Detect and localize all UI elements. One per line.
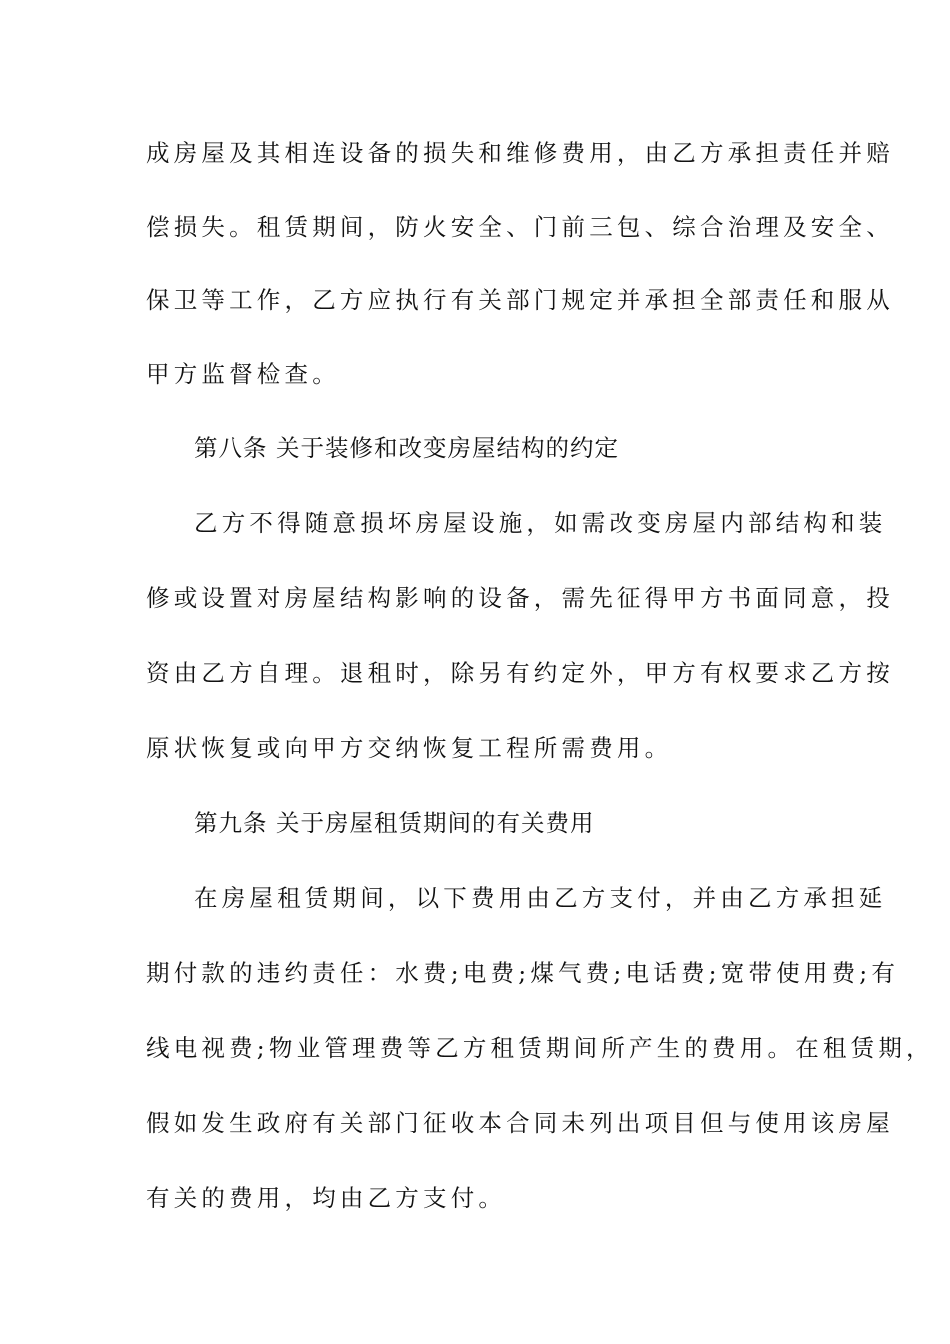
paragraph-line: 甲方监督检查。: [146, 360, 340, 388]
paragraph-line: 资由乙方自理。退租时，除另有约定外，甲方有权要求乙方按: [146, 659, 894, 687]
paragraph-line: 有关的费用，均由乙方支付。: [146, 1184, 507, 1212]
paragraph-line: 期付款的违约责任：水费;电费;煤气费;电话费;宽带使用费;有: [146, 959, 900, 987]
section-heading-article-9: 第九条 关于房屋租赁期间的有关费用: [194, 809, 595, 837]
paragraph-line: 线电视费;物业管理费等乙方租赁期间所产生的费用。在租赁期，: [146, 1034, 934, 1062]
paragraph-line: 修或设置对房屋结构影响的设备，需先征得甲方书面同意，投: [146, 584, 894, 612]
paragraph-line: 乙方不得随意损坏房屋设施，如需改变房屋内部结构和装: [194, 509, 887, 537]
paragraph-line: 在房屋租赁期间，以下费用由乙方支付，并由乙方承担延: [194, 884, 887, 912]
paragraph-line: 假如发生政府有关部门征收本合同未列出项目但与使用该房屋: [146, 1109, 894, 1137]
paragraph-line: 原状恢复或向甲方交纳恢复工程所需费用。: [146, 734, 673, 762]
paragraph-line: 保卫等工作，乙方应执行有关部门规定并承担全部责任和服从: [146, 286, 894, 314]
section-heading-article-8: 第八条 关于装修和改变房屋结构的约定: [194, 434, 619, 462]
paragraph-line: 偿损失。租赁期间，防火安全、门前三包、综合治理及安全、: [146, 213, 894, 241]
paragraph-line: 成房屋及其相连设备的损失和维修费用，由乙方承担责任并赔: [146, 139, 894, 167]
